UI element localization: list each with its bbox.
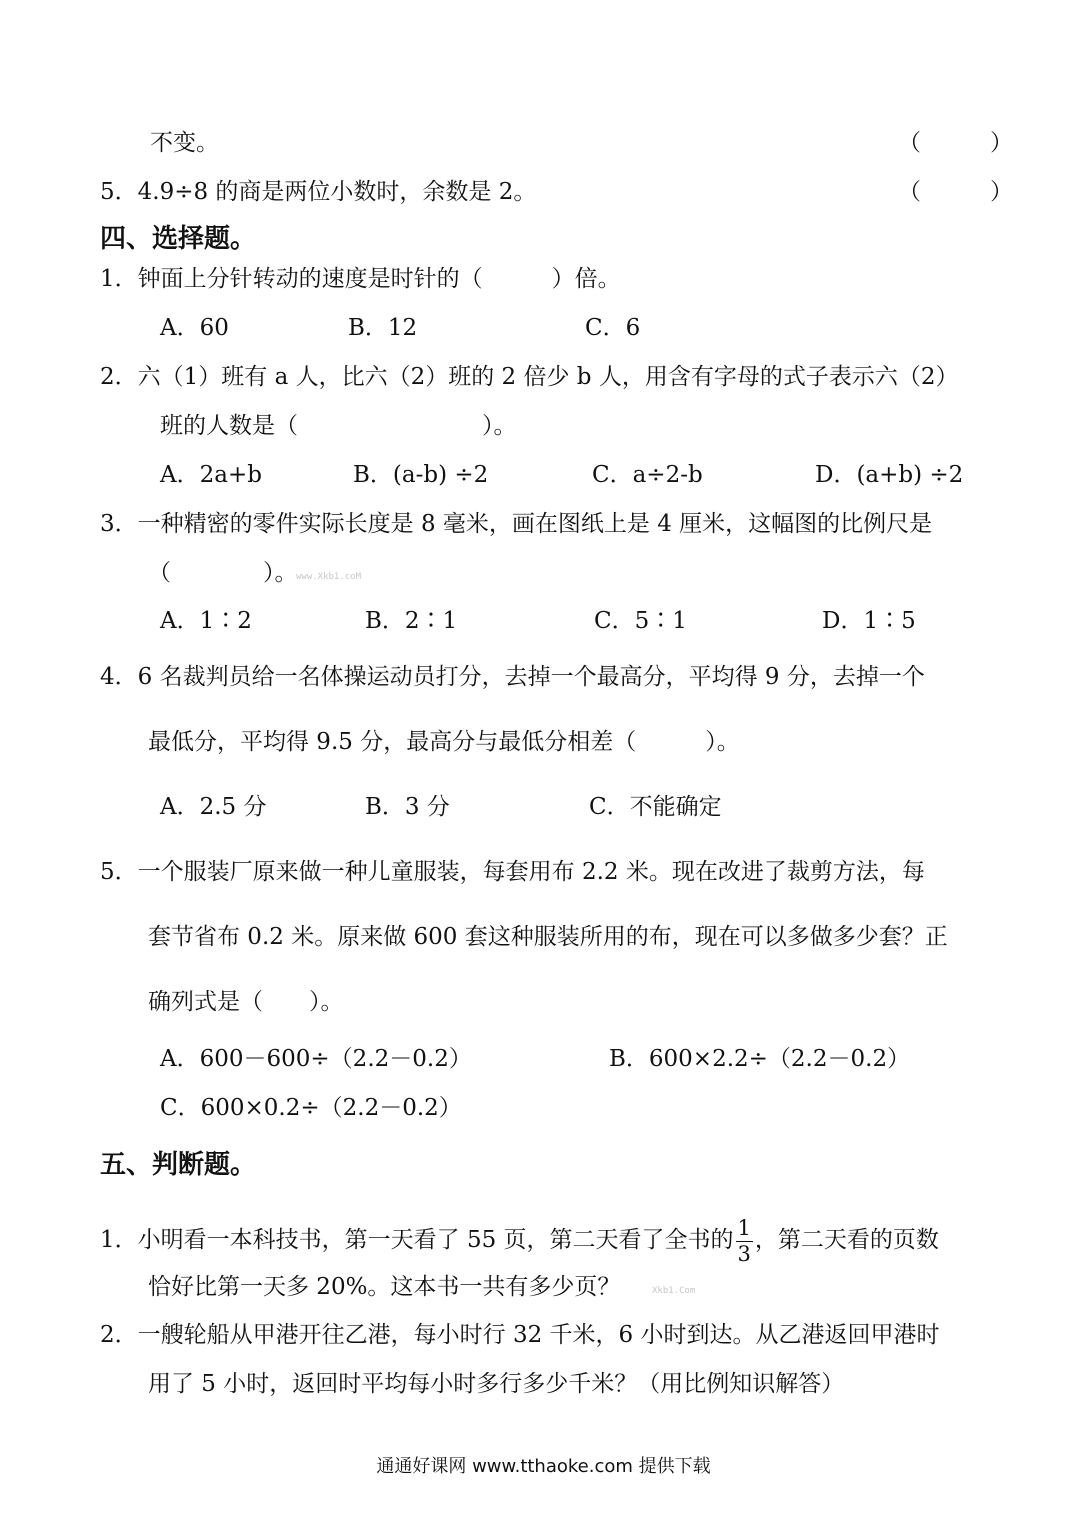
- option-b: B．3 分: [365, 794, 450, 820]
- fraction-denominator: 3: [737, 1241, 751, 1266]
- question-1-text-after: ，第二天看的页数: [754, 1227, 939, 1253]
- question-4-line1: 4．6 名裁判员给一名体操运动员打分，去掉一个最高分，平均得 9 分，去掉一个: [100, 664, 925, 690]
- option-b: B．12: [348, 315, 418, 341]
- option-c: C．600×0.2÷（2.2－0.2）: [160, 1095, 462, 1121]
- option-c: C．6: [585, 315, 641, 341]
- option-b: B．2∶1: [365, 608, 458, 634]
- option-d: D．1∶5: [822, 608, 916, 634]
- fraction-numerator: 1: [737, 1215, 751, 1240]
- watermark: www.Xkb1.coM: [296, 572, 362, 582]
- answer-paren: （ ）: [898, 179, 1013, 205]
- question-4-line2: 最低分，平均得 9.5 分，最高分与最低分相差（ ）。: [148, 729, 740, 755]
- question-3-line2: （ ）。: [148, 560, 298, 586]
- option-b: B．(a-b) ÷2: [353, 462, 489, 488]
- question-3-line1: 3．一种精密的零件实际长度是 8 毫米，画在图纸上是 4 厘米，这幅图的比例尺是: [100, 511, 933, 537]
- question-5-line3: 确列式是（ ）。: [148, 989, 344, 1015]
- page-footer: 通通好课网 www.tthaoke.com 提供下载: [376, 1456, 711, 1477]
- option-a: A．2a+b: [160, 462, 262, 488]
- option-a: A．60: [160, 315, 229, 341]
- section-title: 五、判断题。: [100, 1150, 257, 1180]
- judge-item-tail: 不变。: [150, 130, 219, 156]
- question-2-line2: 班的人数是（ ）。: [160, 413, 517, 439]
- question-1-line2: 恰好比第一天多 20%。这本书一共有多少页？: [148, 1274, 621, 1300]
- watermark: Xkb1.Com: [652, 1286, 696, 1296]
- option-c: C．不能确定: [589, 794, 722, 820]
- fraction: [736, 1215, 753, 1266]
- option-b: B．600×2.2÷（2.2－0.2）: [609, 1046, 911, 1072]
- question-2-line1: 2．一艘轮船从甲港开往乙港，每小时行 32 千米，6 小时到达。从乙港返回甲港时: [100, 1322, 940, 1348]
- option-a: A．600－600÷（2.2－0.2）: [160, 1046, 472, 1072]
- judge-item-5: 5．4.9÷8 的商是两位小数时，余数是 2。: [100, 179, 537, 205]
- question-5-line1: 5．一个服装厂原来做一种儿童服装，每套用布 2.2 米。现在改进了裁剪方法，每: [100, 859, 925, 885]
- question-1: 1．钟面上分针转动的速度是时针的（ ）倍。: [100, 266, 621, 292]
- section-title: 四、选择题。: [100, 224, 257, 254]
- question-2-line1: 2．六（1）班有 a 人，比六（2）班的 2 倍少 b 人，用含有字母的式子表示六（2）: [100, 364, 959, 390]
- option-d: D．(a+b) ÷2: [815, 462, 964, 488]
- answer-paren: （ ）: [898, 130, 1013, 156]
- option-c: C．5∶1: [594, 608, 687, 634]
- question-5-line2: 套节省布 0.2 米。原来做 600 套这种服装所用的布，现在可以多做多少套？正: [148, 924, 948, 950]
- option-c: C．a÷2-b: [592, 462, 703, 488]
- question-1-text-before: 1．小明看一本科技书，第一天看了 55 页，第二天看了全书的: [100, 1227, 734, 1253]
- question-2-line2: 用了 5 小时，返回时平均每小时多行多少千米？（用比例知识解答）: [148, 1371, 845, 1397]
- option-a: A．2.5 分: [160, 794, 267, 820]
- option-a: A．1∶2: [160, 608, 252, 634]
- question-1-line1: [100, 1210, 939, 1270]
